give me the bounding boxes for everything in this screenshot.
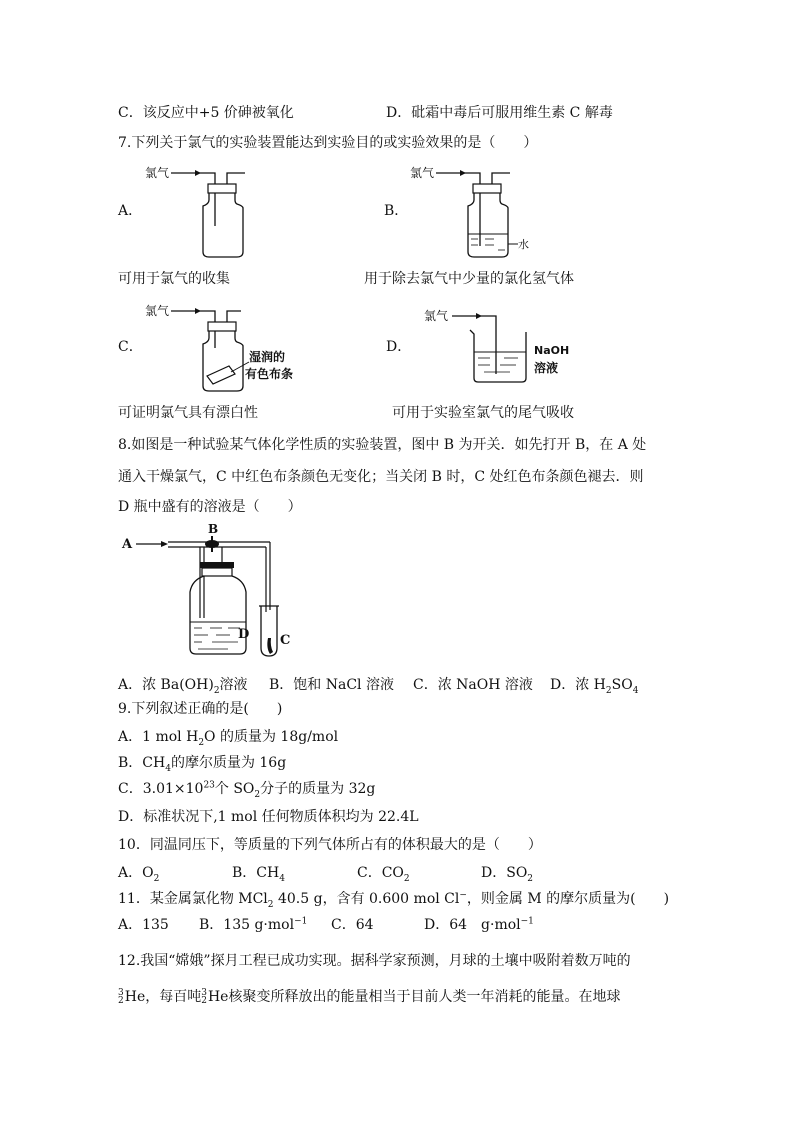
q8-option-b: B．饱和 NaCl 溶液 (269, 677, 394, 693)
q7-figure-d-naoh-beaker (420, 302, 570, 388)
q8-stem-line-2: 通入干燥氯气，C 中红色布条颜色无变化；当关闭 B 时，C 处红色布条颜色褪去．则 (118, 469, 644, 485)
q7-fig-c-wet-label: 湿润的 (249, 350, 286, 364)
q11-stem: 11．某金属氯化物 MCl$_2$ 40.5 g，含有 0.600 mol Cl−，则金属 M 的摩尔质量为( ) (118, 890, 670, 910)
q7-option-c-letter: C． (118, 339, 143, 355)
q7-option-d-letter: D． (386, 339, 412, 355)
q6-option-c: C．该反应中+5 价砷被氧化 (118, 105, 294, 121)
q9-option-b: B．$CH_4$的摩尔质量为 16g (118, 755, 287, 774)
q7-caption-a: 可用于氯气的收集 (118, 271, 230, 287)
q9-option-a: A．1 mol $H_2O$ 的质量为 18g/mol (118, 729, 339, 748)
q9-stem: 9.下列叙述正确的是( ) (118, 701, 283, 717)
q8-option-a: A．浓 $Ba(OH)_2$溶液 (118, 677, 248, 696)
q7-stem: 7.下列关于氯气的实验装置能达到实验目的或实验效果的是（ ） (118, 135, 538, 151)
q9-option-c: C．$3.01\times 10^{23}$个 $SO_2$分子的质量为 32g (118, 780, 376, 800)
q9-option-d: D．标准状况下,1 mol 任何物质体积均为 22.4L (118, 809, 419, 825)
q7-fig-b-water-label: 水 (518, 238, 529, 251)
q7-figure-b-wash-bottle (410, 160, 540, 262)
q12-line-1: 12.我国“嫦娥”探月工程已成功实现。据科学家预测，月球的土壤中吸附着数万吨的 (118, 953, 631, 969)
q7-option-a-letter: A． (118, 203, 143, 219)
q8-fig-label-c: C (280, 633, 291, 648)
q11-option-d: D．64 g·mol$^{-1}$ (424, 916, 534, 933)
q8-fig-label-a: A (122, 537, 133, 552)
q7-option-b-letter: B． (384, 203, 409, 219)
q7-fig-c-cloth-label: 有色布条 (245, 367, 294, 381)
q10-stem: 10．同温同压下，等质量的下列气体所占有的体积最大的是（ ） (118, 837, 542, 853)
q8-stem-line-3: D 瓶中盛有的溶液是（ ） (118, 499, 302, 515)
q7-fig-d-solution-label: 溶液 (534, 361, 559, 375)
q7-figure-a-collection-bottle (145, 160, 255, 262)
q8-figure-apparatus (118, 520, 303, 660)
q7-caption-b: 用于除去氯气中少量的氯化氢气体 (364, 271, 574, 287)
q11-option-c: C．64 (331, 917, 374, 933)
q6-option-d: D．砒霜中毒后可服用维生素 C 解毒 (386, 105, 613, 121)
q11-option-b: B．135 g·mol$^{-1}$ (199, 916, 308, 933)
q8-fig-label-b: B (208, 522, 219, 536)
q10-option-d: D．$SO_2$ (481, 865, 534, 884)
q11-option-a: A．135 (118, 917, 169, 933)
q7-figure-c-cloth-bottle (145, 298, 310, 398)
q8-fig-label-d: D (238, 627, 250, 642)
q8-stem-line-1: 8.如图是一种试验某气体化学性质的实验装置，图中 B 为开关．如先打开 B，在 A 处 (118, 437, 647, 453)
q7-fig-c-gas-label: 氯气 (145, 304, 170, 318)
q8-option-c: C．浓 NaOH 溶液 (413, 677, 533, 693)
q10-option-b: B．$CH_4$ (232, 865, 285, 884)
q10-option-c: C．$CO_2$ (357, 865, 410, 884)
q7-fig-d-naoh-label: NaOH (534, 344, 570, 357)
q7-fig-b-gas-label: 氯气 (410, 166, 435, 180)
q8-option-d: D．浓 $H_2SO_4$ (550, 677, 639, 696)
q7-caption-c: 可证明氯气具有漂白性 (118, 405, 258, 421)
q10-option-a: A．$O_2$ (118, 865, 160, 884)
q7-fig-d-gas-label: 氯气 (424, 309, 449, 323)
q7-caption-d: 可用于实验室氯气的尾气吸收 (392, 405, 574, 421)
q7-fig-a-gas-label: 氯气 (145, 166, 170, 180)
q12-line-2: 3 2 He，每百吨 3 2 He核聚变所释放出的能量相当于目前人类一年消耗的能量。在地球 (118, 988, 621, 1006)
